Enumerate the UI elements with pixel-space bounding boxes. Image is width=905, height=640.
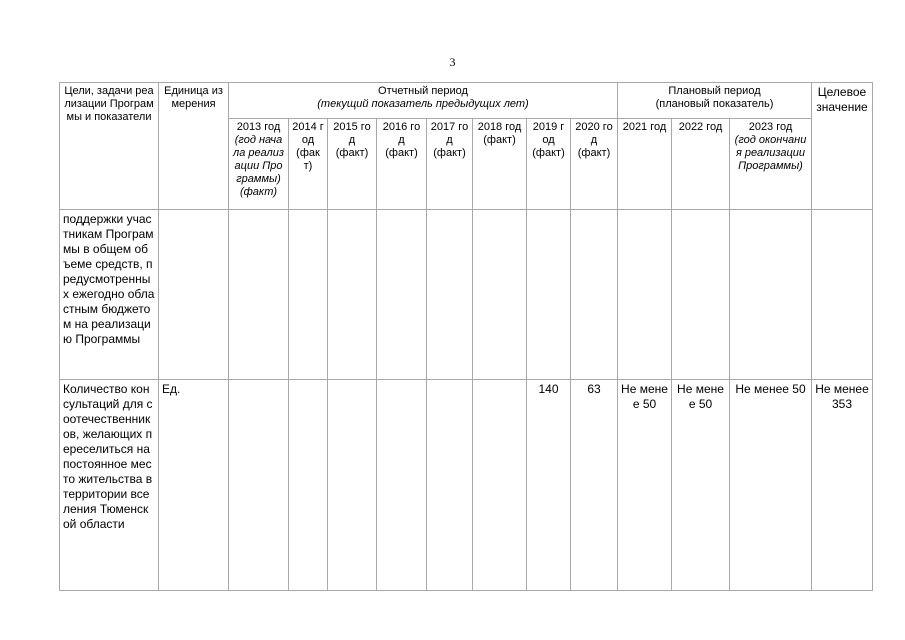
row-target: Не менее 353 — [812, 380, 873, 591]
year-2022: 2022 год — [672, 119, 730, 210]
row-value — [730, 210, 812, 380]
row-value: 140 — [527, 380, 571, 591]
row-unit — [159, 210, 229, 380]
header-target: Целевое значение — [812, 83, 873, 210]
row-value — [377, 210, 427, 380]
row-label: поддержки участникам Программы в общем объеме средств, предусмотренных ежегодно областным бюджетом на реализацию Программы — [60, 210, 159, 380]
year-2015: 2015 год (факт) — [328, 119, 377, 210]
row-value: Не менее 50 — [672, 380, 730, 591]
row-value: Не менее 50 — [730, 380, 812, 591]
row-value — [672, 210, 730, 380]
row-value — [328, 380, 377, 591]
header-goals: Цели, задачи реализации Программы и показатели — [60, 83, 159, 210]
header-reporting-period — [229, 83, 618, 119]
row-value — [473, 380, 527, 591]
row-value — [427, 380, 473, 591]
year-2023: 2023 год (год окончания реализации Программы) — [730, 119, 812, 210]
row-value — [427, 210, 473, 380]
year-2016: 2016 год (факт) — [377, 119, 427, 210]
year-2021: 2021 год — [618, 119, 672, 210]
row-unit: Ед. — [159, 380, 229, 591]
year-2017: 2017 год (факт) — [427, 119, 473, 210]
year-2018: 2018 год (факт) — [473, 119, 527, 210]
row-value: 63 — [571, 380, 618, 591]
row-value — [377, 380, 427, 591]
header-row — [60, 83, 873, 119]
row-value — [328, 210, 377, 380]
year-2020: 2020 год (факт) — [571, 119, 618, 210]
year-2014: 2014 год (факт) — [289, 119, 328, 210]
row-value — [289, 210, 328, 380]
row-value: Не менее 50 — [618, 380, 672, 591]
year-2013: 2013 год (год начала реализации Программы) (факт) — [229, 119, 289, 210]
row-target — [812, 210, 873, 380]
planned-title: Плановый период — [668, 85, 761, 97]
row-value — [229, 380, 289, 591]
header-unit: Единица измерения — [159, 83, 229, 210]
reporting-note: (текущий показатель предыдущих лет) — [317, 98, 529, 110]
row-value — [618, 210, 672, 380]
reporting-title: Отчетный период — [378, 85, 468, 97]
row-value — [229, 210, 289, 380]
row-value — [527, 210, 571, 380]
year-2019: 2019 год (факт) — [527, 119, 571, 210]
planned-note: (плановый показатель) — [655, 98, 774, 110]
row-value — [473, 210, 527, 380]
row-value — [571, 210, 618, 380]
page-number: 3 — [449, 55, 456, 69]
row-label: Количество консультаций для соотечественников, желающих переселиться на постоянное место жительства в территории вселения Тюменской области — [60, 380, 159, 591]
indicators-table — [59, 82, 873, 591]
header-planned-period — [618, 83, 812, 119]
table-row — [60, 380, 873, 591]
table-row — [60, 210, 873, 380]
row-value — [289, 380, 328, 591]
